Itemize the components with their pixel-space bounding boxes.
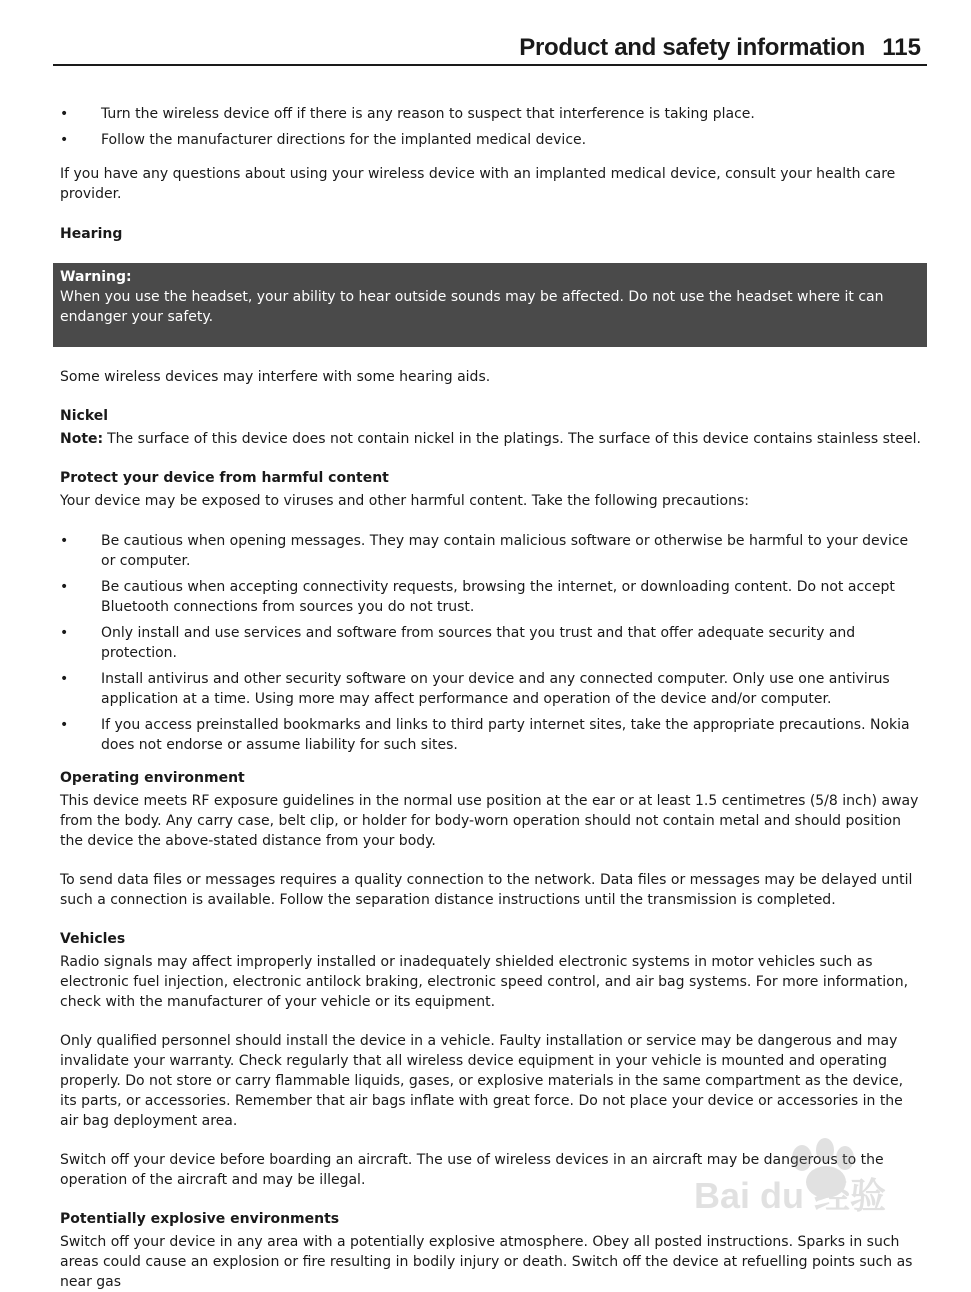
watermark-text: Bai du 经验 [694, 1175, 887, 1216]
protect-heading: Protect your device from harmful content [60, 470, 389, 486]
vehicles-heading: Vehicles [60, 931, 126, 947]
explosive-p1: Switch off your device in any area with a potentially explosive atmosphere. Obey all posted instructions. Sparks in such areas could cause an explosion or fire resulting in bodily injury or death. Switch off the device at refuelling points such as near gas [60, 1234, 913, 1290]
hearing-text: Some wireless devices may interfere with some hearing aids. [60, 369, 491, 385]
watermark-logo [690, 1130, 920, 1240]
page-number: 115 [882, 34, 921, 61]
nickel-note [60, 429, 922, 449]
warning-box [53, 263, 927, 347]
warning-text: When you use the headset, your ability to hear outside sounds may be affected. Do not use the headset where it can endanger your safety. [60, 289, 884, 325]
list-item: • Be cautious when opening messages. They may contain malicious software or otherwise be harmful to your device or computer. [60, 531, 922, 571]
operating-p2: To send data files or messages requires a quality connection to the network. Data files or messages may be delayed until such a connection is available. Follow the separation distance instructions until the transmission is completed. [60, 872, 913, 908]
protect-bullet-list [60, 531, 922, 755]
intro-paragraph: If you have any questions about using your wireless device with an implanted medical device, consult your health care provider. [60, 166, 896, 202]
note-label: Note: [60, 431, 104, 447]
vehicles-p3: Switch off your device before boarding an aircraft. The use of wireless devices in an aircraft may be dangerous to the operation of the aircraft and may be illegal. [60, 1152, 884, 1188]
note-text: The surface of this device does not contain nickel in the platings. The surface of this device contains stainless steel. [107, 431, 921, 447]
page-content [60, 104, 922, 1292]
list-item: • Be cautious when accepting connectivity requests, browsing the internet, or downloading content. Do not accept Bluetooth connections from sources you do not trust. [60, 577, 922, 617]
explosive-heading: Potentially explosive environments [60, 1211, 340, 1227]
section-title: Product and safety information [519, 34, 865, 61]
warning-title: Warning: [60, 269, 132, 285]
list-item: • Only install and use services and software from sources that you trust and that offer adequate security and protection. [60, 623, 922, 663]
list-item: • Turn the wireless device off if there is any reason to suspect that interference is taking place. [60, 104, 922, 124]
operating-p1: This device meets RF exposure guidelines in the normal use position at the ear or at least 1.5 centimetres (5/8 inch) away from the body. Any carry case, belt clip, or holder for body-worn operation should not contain metal and should position the device the above-stated distance from your body. [60, 793, 919, 849]
vehicles-p1: Radio signals may affect improperly installed or inadequately shielded electronic systems in motor vehicles such as electronic fuel injection, electronic antilock braking, electronic speed control, and air bag systems. For more information, check with the manufacturer of your vehicle or its equipment. [60, 954, 909, 1010]
intro-bullet-list [60, 104, 922, 150]
list-item: • If you access preinstalled bookmarks and links to third party internet sites, take the appropriate precautions. Nokia does not endorse or assume liability for such sites. [60, 715, 922, 755]
protect-intro: Your device may be exposed to viruses and other harmful content. Take the following precautions: [60, 493, 749, 509]
page-header [53, 30, 927, 66]
nickel-heading: Nickel [60, 408, 109, 424]
vehicles-p2: Only qualified personnel should install the device in a vehicle. Faulty installation or service may be dangerous and may invalidate your warranty. Check regularly that all wireless device equipment in your vehicle is mounted and operating properly. Do not store or carry flammable liquids, gases, or explosive materials in the same compartment as the device, its parts, or accessories. Remember that air bags inflate with great force. Do not place your device or accessories in the air bag deployment area. [60, 1033, 904, 1129]
operating-heading: Operating environment [60, 770, 245, 786]
hearing-heading: Hearing [60, 226, 123, 242]
list-item: • Install antivirus and other security software on your device and any connected computer. Only use one antivirus application at a time. Using more may affect performance and operation of the device and/or computer. [60, 669, 922, 709]
list-item: • Follow the manufacturer directions for the implanted medical device. [60, 130, 922, 150]
